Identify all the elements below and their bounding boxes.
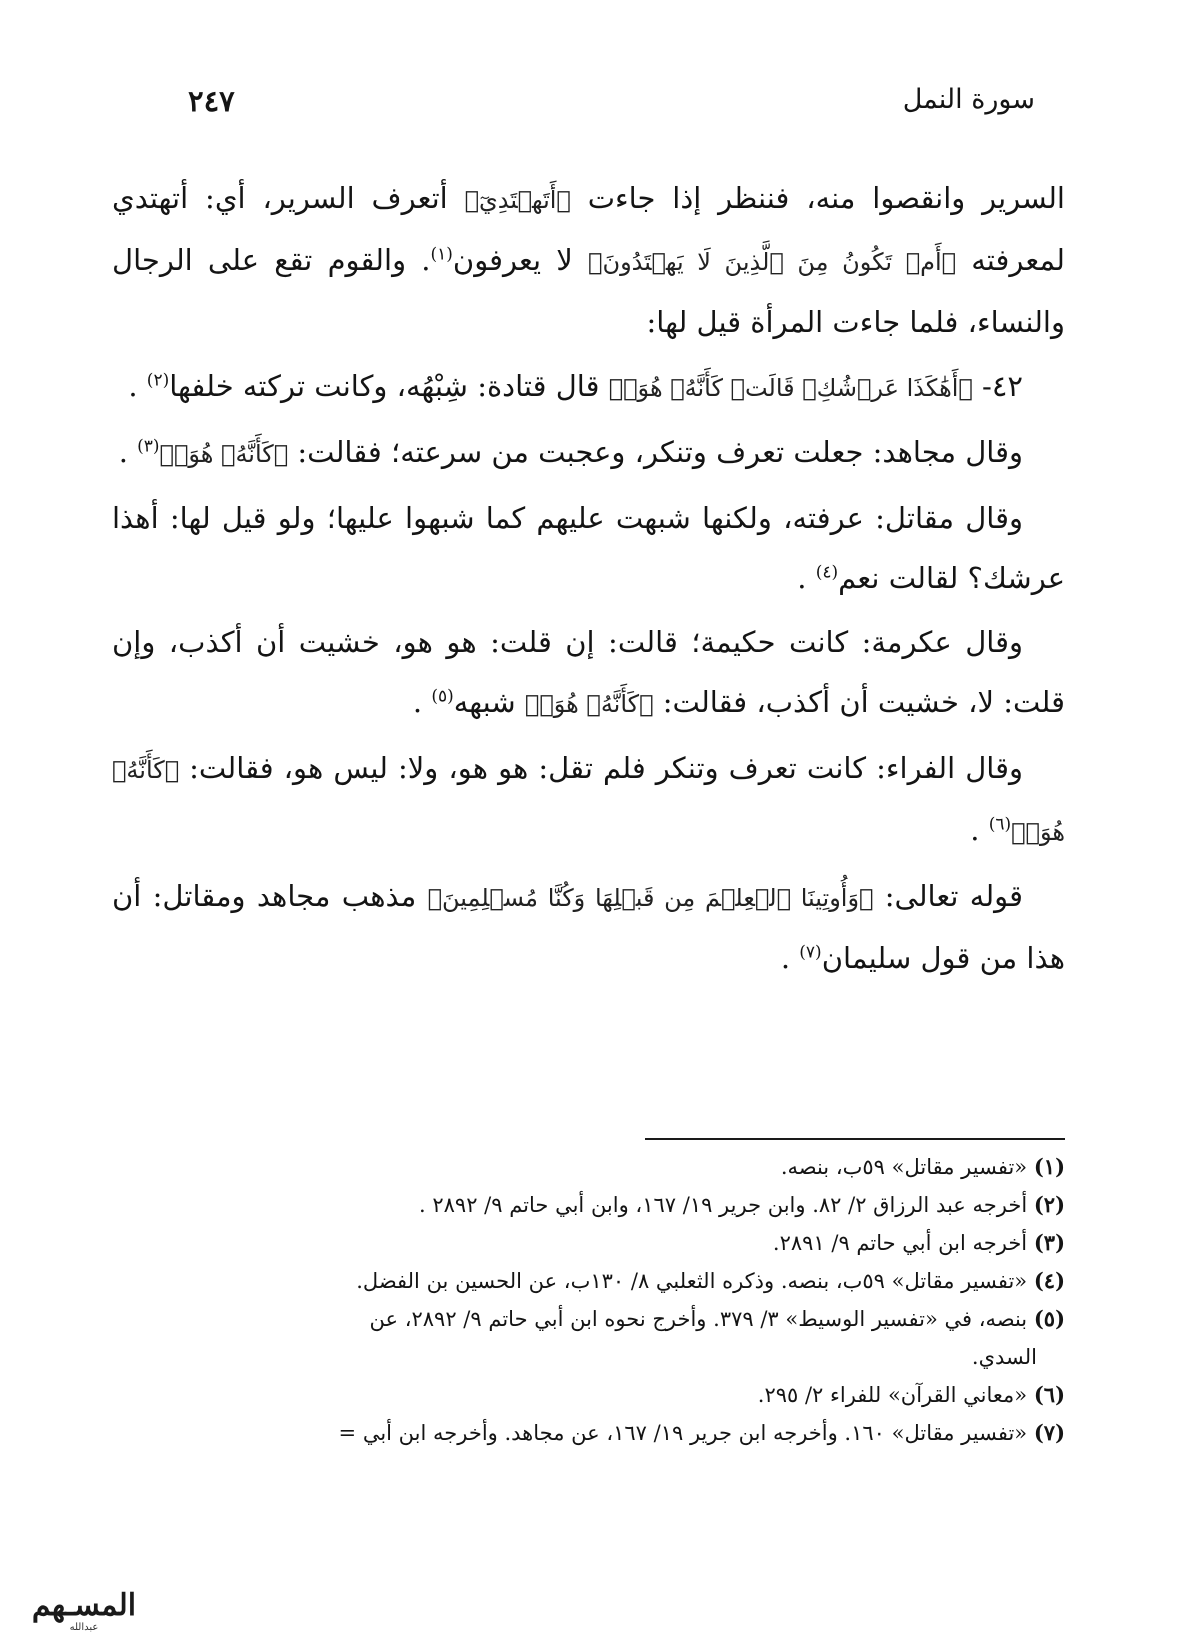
footnote-number: (٦) [1033, 1382, 1065, 1407]
text-segment: أتعرف السرير، أي: أتهتدي لمعرفته [112, 181, 1065, 277]
footnote [118, 1414, 1065, 1452]
paragraph [112, 356, 1065, 418]
text-segment: قال قتادة: شِبْهُه، وكانت تركته خلفها [169, 369, 609, 403]
footnote-text: أخرجه عبد الرزاق ٢/ ٨٢. وابن جرير ١٩/ ١٦٧، وابن أبي حاتم ٩/ ٢٨٩٢ . [419, 1193, 1028, 1217]
footnote [118, 1224, 1065, 1262]
paragraph [112, 168, 1065, 352]
text-segment: . [780, 941, 800, 975]
text-segment: السرير وانقصوا منه، فننظر إذا جاءت [570, 181, 1065, 215]
text-segment: . [412, 685, 432, 719]
footnote [118, 1148, 1065, 1186]
footnote-number: (٢) [1033, 1192, 1065, 1217]
footnote-number: (٤) [1033, 1268, 1065, 1293]
text-segment: شبهه [453, 685, 525, 719]
footnote-text: بنصه، في «تفسير الوسيط» ٣/ ٣٧٩. وأخرج نحوه ابن أبي حاتم ٩/ ٢٨٩٢، عن [369, 1307, 1028, 1331]
paragraph [112, 488, 1065, 608]
paragraph [112, 422, 1065, 484]
paragraph [112, 612, 1065, 734]
text-segment: وقال مجاهد: جعلت تعرف وتنكر، وعجبت من سرعته؛ فقالت: [288, 435, 1023, 469]
footnote-number: (٥) [1033, 1306, 1065, 1331]
paragraph [112, 866, 1065, 988]
text-segment: وقال مقاتل: عرفته، ولكنها شبهت عليهم كما شبهوا عليها؛ ولو قيل لها: أهذا عرشك؟ لقالت نعم [112, 501, 1065, 595]
footnotes [118, 1148, 1065, 1452]
publisher-logo [14, 1590, 154, 1640]
footnote-number: (٣) [1033, 1230, 1065, 1255]
text-segment: مذهب مجاهد ومقاتل: أن هذا من قول سليمان [112, 879, 1065, 975]
footnote-ref: (٣) [137, 436, 160, 457]
main-text [112, 168, 1065, 992]
text-segment: ٤٢- [972, 369, 1023, 403]
footnote-continuation: السدي. [971, 1345, 1037, 1369]
quran-quote: ﴿أَمۡ تَكُونُ مِنَ ٱلَّذِينَ لَا يَهۡتَدُونَ﴾ [588, 248, 957, 276]
logo-subtext: عبدالله [69, 1622, 99, 1633]
footnote-text: «معاني القرآن» للفراء ٢/ ٢٩٥. [757, 1383, 1028, 1407]
paragraph [112, 738, 1065, 862]
footnote-number: (١) [1033, 1154, 1065, 1179]
footnote-text: «تفسير مقاتل» ٥٩ب، بنصه. [780, 1155, 1028, 1179]
footnote [118, 1376, 1065, 1414]
text-segment: لا يعرفون [452, 243, 589, 277]
text-segment: وقال عكرمة: كانت حكيمة؛ قالت: إن قلت: هو هو، خشيت أن أكذب، وإن قلت: لا، خشيت أن أكذب، فقالت: [112, 625, 1065, 719]
quran-quote: ﴿أَتَهۡتَدِيٓ﴾ [464, 186, 571, 214]
footnote-ref: (٦) [988, 814, 1012, 835]
footnote-ref: (١) [430, 244, 453, 265]
text-segment: . والقوم تقع على الرجال والنساء، فلما جاءت المرأة قيل لها: [112, 243, 1065, 339]
footnote [118, 1262, 1065, 1300]
footnote-text: «تفسير مقاتل» ٥٩ب، بنصه. وذكره الثعلبي ٨/ ١٣٠ب، عن الحسين بن الفضل. [356, 1269, 1028, 1293]
quran-quote: ﴿وَأُوتِينَا ٱلۡعِلۡمَ مِن قَبۡلِهَا وَكُنَّا مُسۡلِمِينَ﴾ [427, 884, 874, 912]
footnote-ref: (٧) [799, 942, 822, 963]
footnote-text: أخرجه ابن أبي حاتم ٩/ ٢٨٩١. [772, 1231, 1028, 1255]
text-segment: . [118, 435, 138, 469]
quran-quote: ﴿كَأَنَّهُۥ هُوَۚ﴾ [112, 756, 1065, 846]
footnote-separator [645, 1138, 1065, 1140]
quran-quote: ﴿كَأَنَّهُۥ هُوَۚ﴾ [524, 690, 654, 718]
footnote-number: (٧) [1033, 1420, 1065, 1445]
surah-title: سورة النمل [902, 84, 1035, 115]
footnote-ref: (٤) [815, 562, 839, 583]
text-segment: . [128, 369, 147, 403]
page-number: ٢٤٧ [188, 84, 235, 118]
footnote [118, 1186, 1065, 1224]
quran-quote: ﴿أَهَٰكَذَا عَرۡشُكِۖ قَالَتۡ كَأَنَّهُۥ هُوَۚ﴾ [608, 374, 973, 402]
footnote-ref: (٥) [431, 686, 454, 707]
footnote [118, 1300, 1065, 1376]
page-header [150, 84, 1035, 134]
footnote-ref: (٢) [146, 370, 170, 391]
text-segment: قوله تعالى: [873, 879, 1023, 913]
text-segment: . [970, 813, 989, 847]
text-segment: . [797, 561, 816, 595]
text-segment: وقال الفراء: كانت تعرف وتنكر فلم تقل: هو هو، ولا: ليس هو، فقالت: [179, 751, 1023, 785]
quran-quote: ﴿كَأَنَّهُۥ هُوَۚ﴾ [159, 440, 289, 468]
logo-text: المسـهم [31, 1588, 137, 1623]
footnote-text: «تفسير مقاتل» ١٦٠. وأخرجه ابن جرير ١٩/ ١٦٧، عن مجاهد. وأخرجه ابن أبي = [338, 1421, 1028, 1445]
